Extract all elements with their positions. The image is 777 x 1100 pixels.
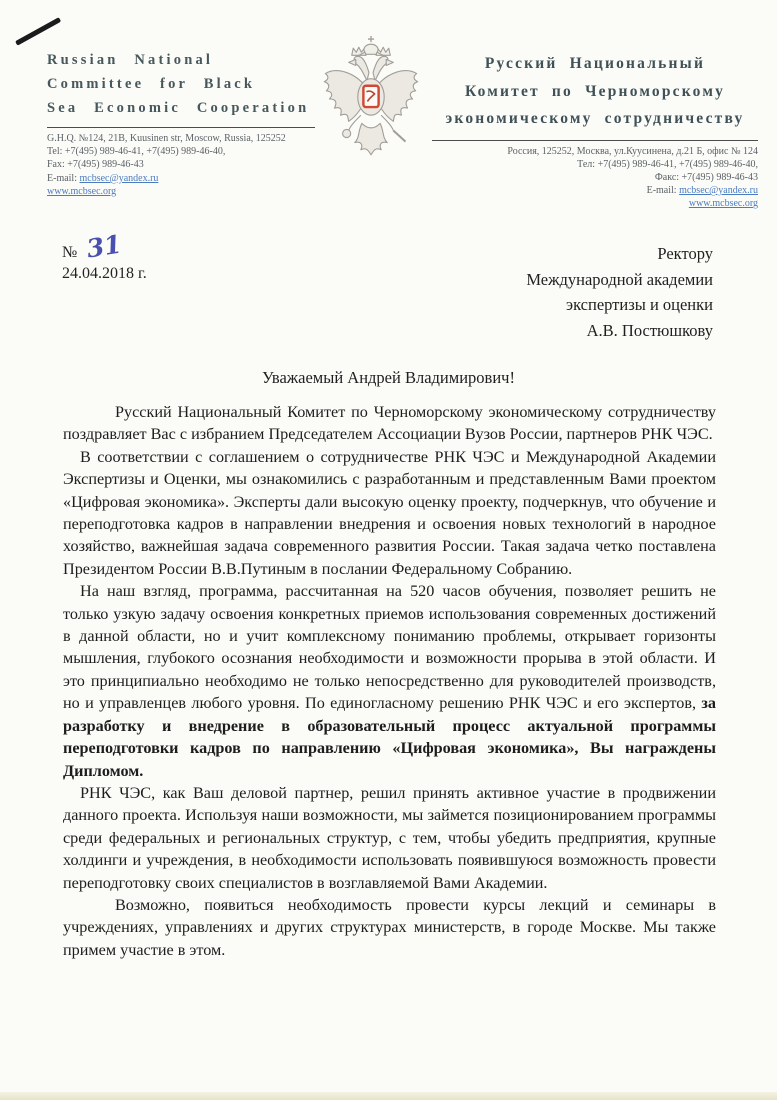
org-name-ru-line3: экономическому сотрудничеству (445, 110, 745, 127)
paragraph-courses: Возможно, появиться необходимость провести курсы лекций и семинары в учреждениях, управлениях и других структурах министерств, в городе Москве. Мы также примем участие в этом. (63, 895, 716, 959)
org-name-ru-line2: Комитет по Черноморскому (464, 82, 726, 100)
paragraph-congratulation: Русский Национальный Комитет по Черноморскому экономическому сотрудничеству поздравляет Вас с избранием Председателем Ассоциации Вузов России, партнеров РНК ЧЭС. (63, 403, 716, 444)
email-line-ru (432, 184, 758, 197)
reference-block (62, 229, 147, 283)
letter-body (63, 401, 716, 961)
email-link-ru[interactable]: mcbsec@yandex.ru (679, 185, 758, 197)
award-bold-text: за разработку и внедрение в образовательный процесс актуальной программы переподготовки кадров по направлению «Цифровая экономика», Вы награждены Дипломом. (63, 694, 716, 780)
org-name-ru-line1: Русский Национальный (484, 55, 706, 72)
letterhead-right (432, 50, 758, 211)
salutation: Уважаемый Андрей Владимирович! (262, 368, 515, 387)
addressee-org-line1: Международной академии (526, 269, 713, 289)
phone-line-en: Tel: +7(495) 989-46-41, +7(495) 989-46-40, (47, 146, 226, 158)
divider-line-left (47, 127, 315, 128)
address-line-en: G.H.Q. №124, 21B, Kuusinen str, Moscow, Russia, 125252 (47, 133, 286, 144)
website-link-en[interactable]: www.mcbsec.org (47, 185, 117, 197)
email-label-en: E-mail: (47, 172, 77, 184)
fax-line-en: Fax: +7(495) 989-46-43 (47, 159, 144, 171)
paragraph-program-evaluation (63, 580, 716, 782)
reference-number (62, 229, 147, 264)
scan-edge (0, 1092, 777, 1100)
email-line-en (47, 172, 315, 185)
contact-info-russian (432, 145, 758, 211)
divider-line-right (432, 140, 758, 141)
letter-date: 24.04.2018 г. (62, 265, 147, 282)
letterhead-left (47, 48, 315, 198)
contact-info-english (47, 132, 315, 198)
pen-mark (15, 17, 61, 45)
addressee-title: Ректору (657, 244, 713, 263)
email-link-en[interactable]: mcbsec@yandex.ru (79, 172, 159, 184)
paragraph-agreement: В соответствии с соглашением о сотрудничестве РНК ЧЭС и Международной Академии Экспертизы и Оценки, мы ознакомились с разработанным и представленным Вами проектом «Цифровая экономика». Эксперты дали высокую оценку проекту, подчеркнув, что обучение и переподготовка кадров в направлении внедрения и освоения новых технологий в народное хозяйство, важнейшая задача современного развития России. Такая задача четко поставлена Президентом России В.В.Путиным в послании Федеральному Собранию. (63, 447, 716, 578)
org-name-english (47, 48, 315, 120)
handwritten-number: 31 (84, 229, 124, 264)
website-link-ru[interactable]: www.mcbsec.org (688, 198, 758, 210)
fax-line-ru: Факс: +7(495) 989-46-43 (654, 171, 758, 183)
paragraph-partnership: РНК ЧЭС, как Ваш деловой партнер, решил принять активное участие в продвижении данного проекта. Используя наши возможности, мы займется позиционированием программы среди федеральных и региональных структур, с тем, чтобы убедить предприятия, крупные холдинги и учреждения, в необходимости использовать появившуюся возможность провести переподготовку своих специалистов в возглавляемой Вами Академии. (63, 783, 716, 892)
address-line-ru: Россия, 125252, Москва, ул.Куусинена, д.21 Б, офис № 124 (507, 145, 758, 157)
email-label-ru: E-mail: (646, 185, 677, 197)
org-name-en-line3: Sea Economic Cooperation (47, 100, 310, 116)
number-label: № (62, 244, 78, 261)
addressee-name: А.В. Постюшкову (586, 320, 713, 340)
website-line-en (47, 185, 315, 198)
russia-coat-of-arms-icon (318, 34, 424, 168)
addressee-org-line2: экспертизы и оценки (565, 295, 713, 314)
website-line-ru (432, 197, 758, 210)
org-name-en-line2: Committee for Black (47, 76, 256, 92)
phone-line-ru: Тел: +7(495) 989-46-41, +7(495) 989-46-40, (577, 158, 758, 170)
org-name-en-line1: Russian National (47, 52, 214, 68)
addressee-block (526, 241, 713, 343)
org-name-russian (432, 50, 758, 133)
paragraph-text: На наш взгляд, программа, рассчитанная на 520 часов обучения, позволяет решить не только узкую задачу освоения конкретных приемов использования современных достижений в данной области, но и учит комплексному пониманию проблемы, открывает горизонты мышления, глубокого осознания необходимости и возможности прорыва в этой области. И это принципиально необходимо не только непосредственно для руководителей производств, но и управленцев любого уровня. По единогласному решению РНК ЧЭС и его экспертов, (63, 582, 716, 713)
